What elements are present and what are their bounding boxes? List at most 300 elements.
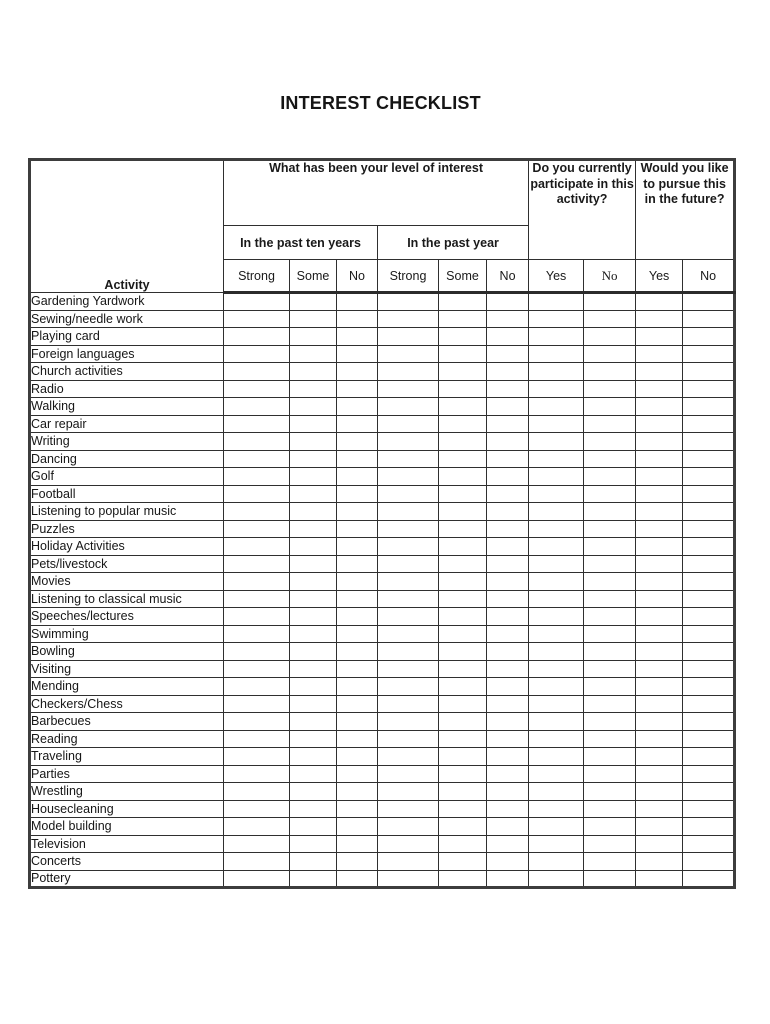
response-cell-some-ten-years[interactable]	[290, 713, 337, 731]
response-cell-no-past-year[interactable]	[487, 450, 529, 468]
response-cell-some-past-year[interactable]	[439, 398, 487, 416]
response-cell-some-ten-years[interactable]	[290, 398, 337, 416]
response-cell-currently-yes[interactable]	[529, 398, 584, 416]
response-cell-some-past-year[interactable]	[439, 713, 487, 731]
response-cell-strong-ten-years[interactable]	[224, 310, 290, 328]
response-cell-no-past-year[interactable]	[487, 538, 529, 556]
response-cell-future-yes[interactable]	[636, 380, 683, 398]
response-cell-no-ten-years[interactable]	[337, 643, 378, 661]
response-cell-future-yes[interactable]	[636, 730, 683, 748]
response-cell-future-yes[interactable]	[636, 748, 683, 766]
response-cell-some-ten-years[interactable]	[290, 433, 337, 451]
response-cell-future-no[interactable]	[683, 818, 735, 836]
response-cell-currently-yes[interactable]	[529, 503, 584, 521]
response-cell-future-no[interactable]	[683, 293, 735, 311]
response-cell-no-ten-years[interactable]	[337, 800, 378, 818]
response-cell-strong-past-year[interactable]	[378, 625, 439, 643]
response-cell-some-past-year[interactable]	[439, 783, 487, 801]
response-cell-future-yes[interactable]	[636, 293, 683, 311]
response-cell-some-ten-years[interactable]	[290, 783, 337, 801]
response-cell-future-no[interactable]	[683, 765, 735, 783]
response-cell-future-no[interactable]	[683, 678, 735, 696]
response-cell-no-ten-years[interactable]	[337, 450, 378, 468]
response-cell-currently-no[interactable]	[584, 625, 636, 643]
response-cell-some-ten-years[interactable]	[290, 328, 337, 346]
response-cell-some-ten-years[interactable]	[290, 415, 337, 433]
response-cell-some-past-year[interactable]	[439, 538, 487, 556]
response-cell-no-ten-years[interactable]	[337, 765, 378, 783]
response-cell-future-no[interactable]	[683, 415, 735, 433]
response-cell-future-no[interactable]	[683, 555, 735, 573]
response-cell-strong-past-year[interactable]	[378, 748, 439, 766]
response-cell-future-yes[interactable]	[636, 310, 683, 328]
response-cell-future-no[interactable]	[683, 328, 735, 346]
response-cell-some-past-year[interactable]	[439, 660, 487, 678]
response-cell-currently-no[interactable]	[584, 520, 636, 538]
response-cell-strong-ten-years[interactable]	[224, 573, 290, 591]
response-cell-no-ten-years[interactable]	[337, 415, 378, 433]
response-cell-strong-ten-years[interactable]	[224, 783, 290, 801]
response-cell-no-past-year[interactable]	[487, 695, 529, 713]
response-cell-some-past-year[interactable]	[439, 800, 487, 818]
response-cell-future-yes[interactable]	[636, 450, 683, 468]
response-cell-some-past-year[interactable]	[439, 345, 487, 363]
response-cell-strong-past-year[interactable]	[378, 538, 439, 556]
response-cell-some-ten-years[interactable]	[290, 363, 337, 381]
response-cell-future-no[interactable]	[683, 503, 735, 521]
response-cell-currently-yes[interactable]	[529, 468, 584, 486]
response-cell-currently-no[interactable]	[584, 415, 636, 433]
response-cell-some-ten-years[interactable]	[290, 345, 337, 363]
response-cell-future-no[interactable]	[683, 590, 735, 608]
response-cell-some-past-year[interactable]	[439, 293, 487, 311]
response-cell-currently-yes[interactable]	[529, 730, 584, 748]
response-cell-no-ten-years[interactable]	[337, 363, 378, 381]
response-cell-no-ten-years[interactable]	[337, 660, 378, 678]
response-cell-some-ten-years[interactable]	[290, 573, 337, 591]
response-cell-no-ten-years[interactable]	[337, 293, 378, 311]
response-cell-strong-ten-years[interactable]	[224, 608, 290, 626]
response-cell-some-past-year[interactable]	[439, 695, 487, 713]
response-cell-some-past-year[interactable]	[439, 433, 487, 451]
response-cell-future-yes[interactable]	[636, 678, 683, 696]
response-cell-some-ten-years[interactable]	[290, 293, 337, 311]
response-cell-strong-past-year[interactable]	[378, 293, 439, 311]
response-cell-strong-past-year[interactable]	[378, 310, 439, 328]
response-cell-no-past-year[interactable]	[487, 818, 529, 836]
response-cell-strong-past-year[interactable]	[378, 800, 439, 818]
response-cell-strong-ten-years[interactable]	[224, 800, 290, 818]
response-cell-future-no[interactable]	[683, 835, 735, 853]
response-cell-no-past-year[interactable]	[487, 415, 529, 433]
response-cell-strong-past-year[interactable]	[378, 433, 439, 451]
response-cell-future-yes[interactable]	[636, 328, 683, 346]
response-cell-no-past-year[interactable]	[487, 590, 529, 608]
response-cell-no-past-year[interactable]	[487, 380, 529, 398]
response-cell-strong-past-year[interactable]	[378, 380, 439, 398]
response-cell-future-no[interactable]	[683, 538, 735, 556]
response-cell-no-past-year[interactable]	[487, 765, 529, 783]
response-cell-some-past-year[interactable]	[439, 678, 487, 696]
response-cell-no-past-year[interactable]	[487, 678, 529, 696]
response-cell-future-yes[interactable]	[636, 765, 683, 783]
response-cell-no-ten-years[interactable]	[337, 345, 378, 363]
response-cell-strong-past-year[interactable]	[378, 328, 439, 346]
response-cell-strong-ten-years[interactable]	[224, 590, 290, 608]
response-cell-currently-no[interactable]	[584, 818, 636, 836]
response-cell-strong-past-year[interactable]	[378, 713, 439, 731]
response-cell-currently-yes[interactable]	[529, 870, 584, 888]
response-cell-future-yes[interactable]	[636, 555, 683, 573]
response-cell-currently-yes[interactable]	[529, 765, 584, 783]
response-cell-future-no[interactable]	[683, 643, 735, 661]
response-cell-strong-past-year[interactable]	[378, 398, 439, 416]
response-cell-currently-yes[interactable]	[529, 713, 584, 731]
response-cell-currently-no[interactable]	[584, 765, 636, 783]
response-cell-no-past-year[interactable]	[487, 555, 529, 573]
response-cell-future-no[interactable]	[683, 380, 735, 398]
response-cell-currently-no[interactable]	[584, 870, 636, 888]
response-cell-currently-yes[interactable]	[529, 380, 584, 398]
response-cell-no-past-year[interactable]	[487, 625, 529, 643]
response-cell-future-yes[interactable]	[636, 783, 683, 801]
response-cell-future-no[interactable]	[683, 573, 735, 591]
response-cell-no-ten-years[interactable]	[337, 713, 378, 731]
response-cell-some-past-year[interactable]	[439, 643, 487, 661]
response-cell-currently-no[interactable]	[584, 503, 636, 521]
response-cell-future-yes[interactable]	[636, 468, 683, 486]
response-cell-strong-past-year[interactable]	[378, 853, 439, 871]
response-cell-currently-yes[interactable]	[529, 818, 584, 836]
response-cell-no-ten-years[interactable]	[337, 695, 378, 713]
response-cell-strong-ten-years[interactable]	[224, 660, 290, 678]
response-cell-strong-past-year[interactable]	[378, 608, 439, 626]
response-cell-currently-yes[interactable]	[529, 590, 584, 608]
response-cell-currently-yes[interactable]	[529, 835, 584, 853]
response-cell-no-past-year[interactable]	[487, 853, 529, 871]
response-cell-future-no[interactable]	[683, 433, 735, 451]
response-cell-future-no[interactable]	[683, 695, 735, 713]
response-cell-some-ten-years[interactable]	[290, 818, 337, 836]
response-cell-some-past-year[interactable]	[439, 590, 487, 608]
response-cell-strong-ten-years[interactable]	[224, 363, 290, 381]
response-cell-future-no[interactable]	[683, 660, 735, 678]
response-cell-currently-yes[interactable]	[529, 433, 584, 451]
response-cell-no-ten-years[interactable]	[337, 538, 378, 556]
response-cell-no-ten-years[interactable]	[337, 835, 378, 853]
response-cell-currently-no[interactable]	[584, 695, 636, 713]
response-cell-some-ten-years[interactable]	[290, 485, 337, 503]
response-cell-no-past-year[interactable]	[487, 520, 529, 538]
response-cell-some-ten-years[interactable]	[290, 730, 337, 748]
response-cell-currently-no[interactable]	[584, 835, 636, 853]
response-cell-future-yes[interactable]	[636, 573, 683, 591]
response-cell-future-no[interactable]	[683, 730, 735, 748]
response-cell-currently-yes[interactable]	[529, 555, 584, 573]
response-cell-strong-ten-years[interactable]	[224, 625, 290, 643]
response-cell-no-past-year[interactable]	[487, 398, 529, 416]
response-cell-some-ten-years[interactable]	[290, 555, 337, 573]
response-cell-strong-past-year[interactable]	[378, 590, 439, 608]
response-cell-currently-no[interactable]	[584, 380, 636, 398]
response-cell-strong-past-year[interactable]	[378, 783, 439, 801]
response-cell-currently-yes[interactable]	[529, 538, 584, 556]
response-cell-currently-yes[interactable]	[529, 328, 584, 346]
response-cell-no-past-year[interactable]	[487, 748, 529, 766]
response-cell-no-ten-years[interactable]	[337, 818, 378, 836]
response-cell-strong-ten-years[interactable]	[224, 748, 290, 766]
response-cell-strong-ten-years[interactable]	[224, 450, 290, 468]
response-cell-strong-ten-years[interactable]	[224, 713, 290, 731]
response-cell-future-yes[interactable]	[636, 853, 683, 871]
response-cell-some-past-year[interactable]	[439, 608, 487, 626]
response-cell-no-past-year[interactable]	[487, 503, 529, 521]
response-cell-no-past-year[interactable]	[487, 363, 529, 381]
response-cell-future-yes[interactable]	[636, 870, 683, 888]
response-cell-some-past-year[interactable]	[439, 818, 487, 836]
response-cell-currently-yes[interactable]	[529, 695, 584, 713]
response-cell-currently-yes[interactable]	[529, 748, 584, 766]
response-cell-future-yes[interactable]	[636, 608, 683, 626]
response-cell-future-no[interactable]	[683, 468, 735, 486]
response-cell-some-past-year[interactable]	[439, 870, 487, 888]
response-cell-currently-no[interactable]	[584, 608, 636, 626]
response-cell-currently-no[interactable]	[584, 748, 636, 766]
response-cell-no-past-year[interactable]	[487, 468, 529, 486]
response-cell-some-ten-years[interactable]	[290, 468, 337, 486]
response-cell-currently-no[interactable]	[584, 293, 636, 311]
response-cell-strong-past-year[interactable]	[378, 573, 439, 591]
response-cell-some-ten-years[interactable]	[290, 625, 337, 643]
response-cell-future-yes[interactable]	[636, 800, 683, 818]
response-cell-future-no[interactable]	[683, 345, 735, 363]
response-cell-no-past-year[interactable]	[487, 310, 529, 328]
response-cell-some-past-year[interactable]	[439, 765, 487, 783]
response-cell-strong-past-year[interactable]	[378, 695, 439, 713]
response-cell-currently-no[interactable]	[584, 450, 636, 468]
response-cell-currently-no[interactable]	[584, 643, 636, 661]
response-cell-future-no[interactable]	[683, 608, 735, 626]
response-cell-currently-yes[interactable]	[529, 450, 584, 468]
response-cell-strong-past-year[interactable]	[378, 730, 439, 748]
response-cell-future-yes[interactable]	[636, 433, 683, 451]
response-cell-strong-past-year[interactable]	[378, 870, 439, 888]
response-cell-some-past-year[interactable]	[439, 468, 487, 486]
response-cell-strong-past-year[interactable]	[378, 643, 439, 661]
response-cell-no-past-year[interactable]	[487, 573, 529, 591]
response-cell-strong-past-year[interactable]	[378, 468, 439, 486]
response-cell-currently-no[interactable]	[584, 345, 636, 363]
response-cell-strong-ten-years[interactable]	[224, 345, 290, 363]
response-cell-currently-no[interactable]	[584, 433, 636, 451]
response-cell-currently-yes[interactable]	[529, 293, 584, 311]
response-cell-strong-past-year[interactable]	[378, 363, 439, 381]
response-cell-currently-no[interactable]	[584, 328, 636, 346]
response-cell-strong-ten-years[interactable]	[224, 415, 290, 433]
response-cell-currently-no[interactable]	[584, 485, 636, 503]
response-cell-some-past-year[interactable]	[439, 328, 487, 346]
response-cell-no-past-year[interactable]	[487, 643, 529, 661]
response-cell-some-ten-years[interactable]	[290, 748, 337, 766]
response-cell-strong-ten-years[interactable]	[224, 835, 290, 853]
response-cell-no-past-year[interactable]	[487, 345, 529, 363]
response-cell-some-past-year[interactable]	[439, 555, 487, 573]
response-cell-future-no[interactable]	[683, 625, 735, 643]
response-cell-no-ten-years[interactable]	[337, 870, 378, 888]
response-cell-future-no[interactable]	[683, 520, 735, 538]
response-cell-currently-yes[interactable]	[529, 363, 584, 381]
response-cell-no-past-year[interactable]	[487, 800, 529, 818]
response-cell-some-past-year[interactable]	[439, 310, 487, 328]
response-cell-no-ten-years[interactable]	[337, 625, 378, 643]
response-cell-no-ten-years[interactable]	[337, 520, 378, 538]
response-cell-currently-yes[interactable]	[529, 415, 584, 433]
response-cell-no-ten-years[interactable]	[337, 310, 378, 328]
response-cell-some-past-year[interactable]	[439, 748, 487, 766]
response-cell-some-past-year[interactable]	[439, 573, 487, 591]
response-cell-some-past-year[interactable]	[439, 625, 487, 643]
response-cell-future-no[interactable]	[683, 485, 735, 503]
response-cell-future-yes[interactable]	[636, 520, 683, 538]
response-cell-currently-yes[interactable]	[529, 608, 584, 626]
response-cell-no-ten-years[interactable]	[337, 573, 378, 591]
response-cell-strong-past-year[interactable]	[378, 765, 439, 783]
response-cell-no-ten-years[interactable]	[337, 503, 378, 521]
response-cell-currently-yes[interactable]	[529, 643, 584, 661]
response-cell-no-ten-years[interactable]	[337, 555, 378, 573]
response-cell-strong-past-year[interactable]	[378, 660, 439, 678]
response-cell-currently-yes[interactable]	[529, 678, 584, 696]
response-cell-currently-yes[interactable]	[529, 783, 584, 801]
response-cell-future-no[interactable]	[683, 783, 735, 801]
response-cell-strong-past-year[interactable]	[378, 503, 439, 521]
response-cell-some-past-year[interactable]	[439, 520, 487, 538]
response-cell-no-ten-years[interactable]	[337, 485, 378, 503]
response-cell-strong-ten-years[interactable]	[224, 765, 290, 783]
response-cell-future-no[interactable]	[683, 713, 735, 731]
response-cell-some-ten-years[interactable]	[290, 538, 337, 556]
response-cell-future-yes[interactable]	[636, 363, 683, 381]
response-cell-future-yes[interactable]	[636, 590, 683, 608]
response-cell-currently-no[interactable]	[584, 800, 636, 818]
response-cell-some-past-year[interactable]	[439, 835, 487, 853]
response-cell-no-ten-years[interactable]	[337, 730, 378, 748]
response-cell-no-past-year[interactable]	[487, 870, 529, 888]
response-cell-no-ten-years[interactable]	[337, 398, 378, 416]
response-cell-no-past-year[interactable]	[487, 608, 529, 626]
response-cell-strong-ten-years[interactable]	[224, 328, 290, 346]
response-cell-strong-ten-years[interactable]	[224, 870, 290, 888]
response-cell-future-yes[interactable]	[636, 485, 683, 503]
response-cell-some-ten-years[interactable]	[290, 695, 337, 713]
response-cell-no-past-year[interactable]	[487, 485, 529, 503]
response-cell-strong-ten-years[interactable]	[224, 520, 290, 538]
response-cell-some-past-year[interactable]	[439, 380, 487, 398]
response-cell-strong-ten-years[interactable]	[224, 538, 290, 556]
response-cell-future-no[interactable]	[683, 748, 735, 766]
response-cell-some-ten-years[interactable]	[290, 503, 337, 521]
response-cell-strong-past-year[interactable]	[378, 818, 439, 836]
response-cell-no-ten-years[interactable]	[337, 433, 378, 451]
response-cell-future-yes[interactable]	[636, 538, 683, 556]
response-cell-currently-no[interactable]	[584, 398, 636, 416]
response-cell-some-ten-years[interactable]	[290, 765, 337, 783]
response-cell-no-ten-years[interactable]	[337, 783, 378, 801]
response-cell-future-yes[interactable]	[636, 398, 683, 416]
response-cell-currently-yes[interactable]	[529, 573, 584, 591]
response-cell-strong-ten-years[interactable]	[224, 398, 290, 416]
response-cell-strong-ten-years[interactable]	[224, 818, 290, 836]
response-cell-some-past-year[interactable]	[439, 450, 487, 468]
response-cell-strong-ten-years[interactable]	[224, 468, 290, 486]
response-cell-future-yes[interactable]	[636, 660, 683, 678]
response-cell-future-yes[interactable]	[636, 643, 683, 661]
response-cell-no-past-year[interactable]	[487, 713, 529, 731]
response-cell-future-no[interactable]	[683, 800, 735, 818]
response-cell-currently-no[interactable]	[584, 363, 636, 381]
response-cell-strong-past-year[interactable]	[378, 450, 439, 468]
response-cell-strong-past-year[interactable]	[378, 485, 439, 503]
response-cell-no-ten-years[interactable]	[337, 748, 378, 766]
response-cell-future-no[interactable]	[683, 870, 735, 888]
response-cell-no-ten-years[interactable]	[337, 608, 378, 626]
response-cell-currently-yes[interactable]	[529, 310, 584, 328]
response-cell-currently-no[interactable]	[584, 678, 636, 696]
response-cell-some-ten-years[interactable]	[290, 520, 337, 538]
response-cell-no-ten-years[interactable]	[337, 468, 378, 486]
response-cell-currently-no[interactable]	[584, 538, 636, 556]
response-cell-future-yes[interactable]	[636, 345, 683, 363]
response-cell-strong-ten-years[interactable]	[224, 485, 290, 503]
response-cell-strong-past-year[interactable]	[378, 678, 439, 696]
response-cell-no-past-year[interactable]	[487, 730, 529, 748]
response-cell-currently-no[interactable]	[584, 468, 636, 486]
response-cell-some-ten-years[interactable]	[290, 853, 337, 871]
response-cell-no-ten-years[interactable]	[337, 853, 378, 871]
response-cell-some-ten-years[interactable]	[290, 380, 337, 398]
response-cell-some-ten-years[interactable]	[290, 643, 337, 661]
response-cell-some-ten-years[interactable]	[290, 450, 337, 468]
response-cell-strong-ten-years[interactable]	[224, 503, 290, 521]
response-cell-strong-ten-years[interactable]	[224, 678, 290, 696]
response-cell-some-ten-years[interactable]	[290, 608, 337, 626]
response-cell-future-yes[interactable]	[636, 835, 683, 853]
response-cell-strong-past-year[interactable]	[378, 835, 439, 853]
response-cell-future-no[interactable]	[683, 363, 735, 381]
response-cell-strong-ten-years[interactable]	[224, 555, 290, 573]
response-cell-future-yes[interactable]	[636, 625, 683, 643]
response-cell-strong-past-year[interactable]	[378, 555, 439, 573]
response-cell-no-ten-years[interactable]	[337, 380, 378, 398]
response-cell-future-no[interactable]	[683, 450, 735, 468]
response-cell-no-ten-years[interactable]	[337, 590, 378, 608]
response-cell-some-ten-years[interactable]	[290, 310, 337, 328]
response-cell-currently-yes[interactable]	[529, 520, 584, 538]
response-cell-strong-ten-years[interactable]	[224, 643, 290, 661]
response-cell-strong-past-year[interactable]	[378, 520, 439, 538]
response-cell-no-ten-years[interactable]	[337, 328, 378, 346]
response-cell-some-past-year[interactable]	[439, 503, 487, 521]
response-cell-some-ten-years[interactable]	[290, 590, 337, 608]
response-cell-no-past-year[interactable]	[487, 328, 529, 346]
response-cell-some-ten-years[interactable]	[290, 800, 337, 818]
response-cell-no-past-year[interactable]	[487, 293, 529, 311]
response-cell-future-no[interactable]	[683, 398, 735, 416]
response-cell-some-ten-years[interactable]	[290, 678, 337, 696]
response-cell-strong-ten-years[interactable]	[224, 730, 290, 748]
response-cell-some-ten-years[interactable]	[290, 660, 337, 678]
response-cell-no-past-year[interactable]	[487, 835, 529, 853]
